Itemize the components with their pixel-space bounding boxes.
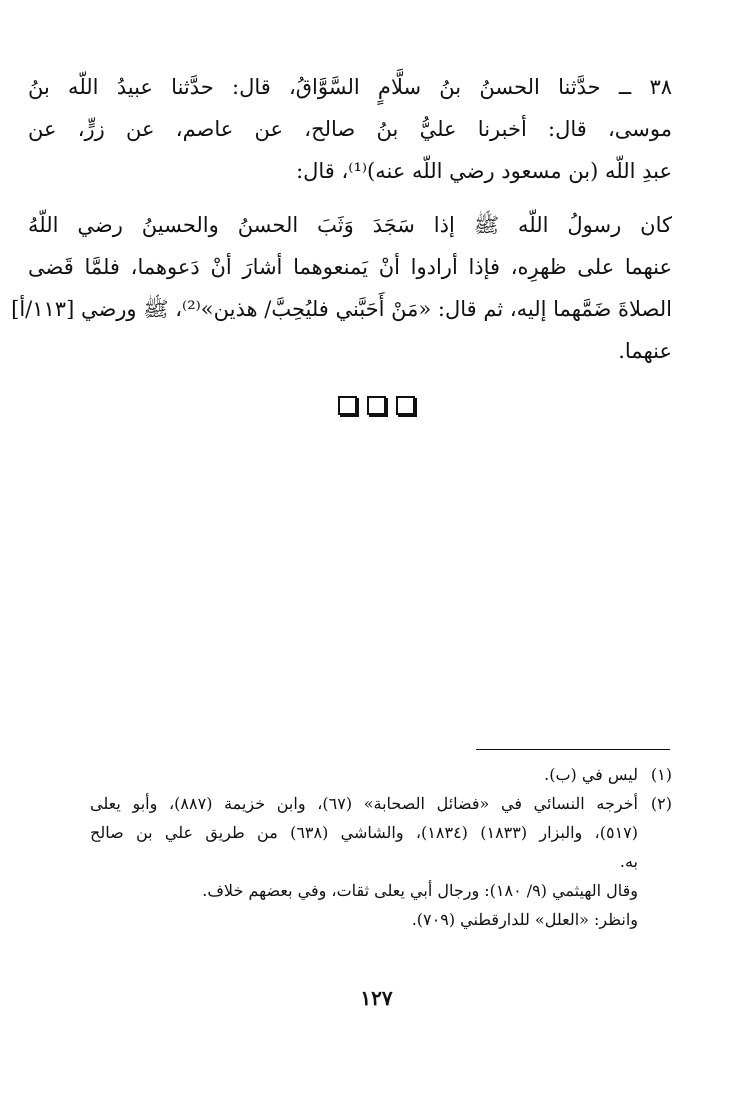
footnotes (90, 760, 672, 934)
matn-line: عنهما على ظهرِه، فإذا أرادوا أنْ يَمنعوهما أشارَ أنْ دَعوهما، فلمَّا قَضى (28, 255, 672, 279)
matn-line: عنهما. (618, 339, 672, 363)
section-ornament (0, 396, 753, 415)
footnote-number: (١) (650, 765, 672, 784)
ornament-box-icon (367, 396, 386, 415)
footnote-separator (476, 749, 670, 750)
matn-line: كان رسولُ اللّه ﷺ إذا سَجَدَ وَثَبَ الحسنُ والحسينُ رضي اللّهُ (28, 213, 672, 237)
hadith-line: ٣٨ ــ حدَّثنا الحسنُ بنُ سلَّامٍ السَّوَّاقُ، قال: حدَّثنا عبيدُ اللّه بنُ (28, 75, 672, 99)
footnote-2-cont: وقال الهيثمي (٩/ ١٨٠): ورجال أبي يعلى ثقات، وفي بعضهم خلاف. (202, 881, 638, 900)
footnote-text: ليس في (ب). (544, 765, 638, 784)
main-text (11, 66, 672, 372)
page-number: ١٢٧ (360, 986, 393, 1010)
footnote-2-cont: (٥١٧)، والبزار (١٨٣٣) (١٨٣٤)، والشاشي (٦٣٨) من طريق علي بن صالح (90, 823, 638, 842)
ornament-box-icon (338, 396, 357, 415)
matn-line: الصلاةَ ضَمَّهما إليه، ثم قال: «مَنْ أَحَبَّني فليُحِبَّ/ هذين»⁽²⁾، ﷺ ورضي [١١٣/أ] (11, 297, 672, 321)
footnote-2-cont: وانظر: «العلل» للدارقطني (٧٠٩). (411, 910, 638, 929)
footnote-text: أخرجه النسائي في «فضائل الصحابة» (٦٧)، وابن خزيمة (٨٨٧)، وأبو يعلى (90, 794, 638, 813)
footnote-1 (90, 760, 672, 789)
footnote-number: (٢) (650, 794, 672, 813)
hadith-line: موسى، قال: أخبرنا عليُّ بنُ صالح، عن عاصم، عن زرٍّ، عن (28, 117, 672, 141)
footnote-2 (90, 789, 672, 818)
ornament-box-icon (396, 396, 415, 415)
footnote-2-cont: به. (619, 852, 638, 871)
hadith-line: عبدِ اللّه (بن مسعود رضي اللّه عنه)⁽¹⁾، قال: (296, 159, 672, 183)
